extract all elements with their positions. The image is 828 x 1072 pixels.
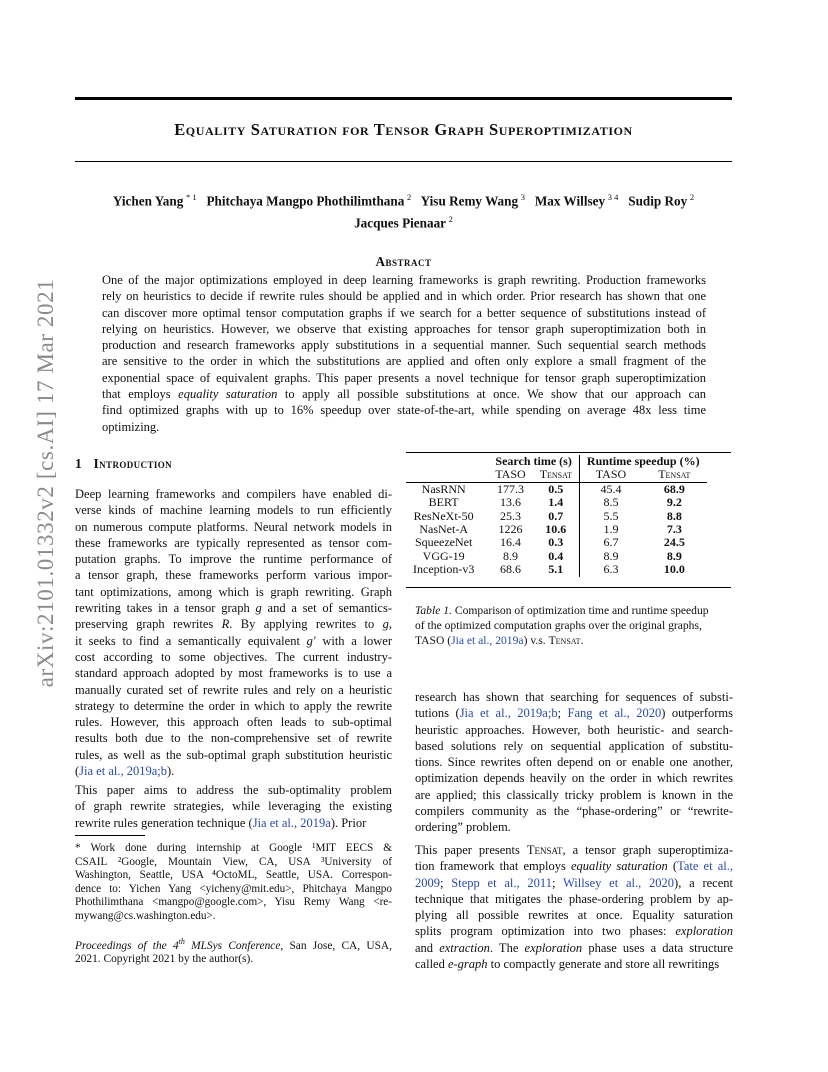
cell-search-time-taso: 13.6 [500, 495, 521, 510]
text-line: Proceedings of the 4th MLSys Conference, San Jose, CA, USA, [75, 937, 392, 952]
cell-model: NasNet-A [419, 522, 468, 537]
cell-runtime-speedup-tensat: 10.0 [663, 562, 685, 577]
table-row [406, 563, 707, 576]
cell-runtime-speedup-taso: 1.9 [579, 523, 642, 536]
abstract-heading: Abstract [375, 254, 432, 269]
author-name: Jacques Pienaar [354, 215, 447, 231]
author-name: Max Willsey [534, 193, 606, 209]
table-row [406, 523, 707, 536]
cell-model: Inception-v3 [413, 562, 475, 577]
text-line: production and research frameworks apply substitutions in a sequential manner. Such sequential search methods [102, 338, 706, 353]
arxiv-identifier: arXiv:2101.01332v2 [cs.AI] 17 Mar 2021 [33, 278, 58, 688]
cell-search-time-tensat: 1.4 [548, 495, 564, 510]
text-line: 2021. Copyright 2021 by the author(s). [75, 953, 254, 966]
cell-runtime-speedup-tensat: 8.8 [666, 508, 682, 523]
text-line: Deep learning frameworks and compilers have enabled di- [75, 487, 392, 501]
text-line: heuristic approaches. However, both heuristic- and search- [415, 722, 733, 737]
paper-title: Equality Saturation for Tensor Graph Superoptimization [174, 120, 633, 139]
text-line: of graph rewrite strategies, while leveraging the existing [75, 799, 392, 814]
cell-runtime-speedup-taso: 6.3 [579, 563, 642, 576]
text-line: CSAIL ²Google, Mountain View, CA, USA ³University of [75, 855, 392, 868]
caption-line: TASO (Jia et al., 2019a) v.s. Tensat. [415, 634, 584, 647]
caption-line: Table 1. Comparison of optimization time and runtime speedup [415, 604, 709, 617]
author-affiliation-mark: 2 [406, 192, 412, 202]
text-line: rewriting takes in a tensor graph g and a set of semantics- [75, 601, 392, 616]
text-line: a tensor graph, these frameworks perform various impor- [75, 568, 392, 583]
cell-runtime-speedup-taso: 8.9 [579, 550, 642, 563]
table-row [406, 496, 707, 509]
section-title: Introduction [93, 456, 173, 471]
text-line: preserving graph rewrites R. By applying rewrites to g, [75, 617, 392, 632]
text-line: optimization depends heavily on the order in which rewrites [415, 771, 733, 786]
author-affiliation-mark: 3 [520, 192, 525, 202]
abstract-body [102, 272, 706, 435]
cell-search-time-tensat: 0.4 [548, 548, 564, 563]
group-header-search-time: Search time (s) [495, 454, 572, 468]
author-name: Phitchaya Mangpo Phothilimthana [206, 193, 405, 209]
author-list [75, 188, 732, 233]
cell-search-time-taso: 68.6 [500, 562, 521, 577]
cell-model: VGG-19 [422, 548, 465, 563]
cell-search-time-taso: 1226 [498, 522, 523, 537]
text-line: plying all possible rewrites at once. Equality saturation [415, 908, 733, 923]
text-line: based solutions rely on sequential application of substitu- [415, 738, 733, 753]
footnote [75, 842, 392, 924]
text-line: rules, as well as the sub-optimal graph substitution heuristic [75, 747, 392, 762]
text-line: verse kinds of machine learning models to run efficiently [75, 503, 392, 518]
table-top-rule [406, 452, 731, 453]
table-row [406, 510, 707, 523]
author-affiliation-mark: 2 [689, 192, 695, 202]
author-name: Yisu Remy Wang [420, 193, 519, 209]
text-line: find optimized graphs with up to 16% speedup over state-of-the-art, while spending on average 48x less time [102, 403, 706, 418]
cell-search-time-taso: 16.4 [500, 535, 521, 550]
text-line: are sensitive to the order in which the substitutions are applied and often only explore a small fragment of the [102, 354, 706, 369]
text-line: tion framework that employs equality saturation (Tate et al., [415, 859, 733, 874]
text-line: * Work done during internship at Google ¹MIT EECS & [75, 842, 392, 854]
proceedings-note [75, 935, 392, 967]
intro-paragraph-1 [75, 486, 392, 779]
table-bottom-rule [406, 587, 731, 588]
text-line: manually curated set of rewrite rules and rely on a heuristic [75, 682, 392, 697]
cell-runtime-speedup-taso: 8.5 [579, 496, 642, 509]
footnote-rule [75, 835, 145, 836]
table-caption [415, 603, 733, 648]
title-top-rule [75, 97, 732, 100]
cell-search-time-tensat: 0.7 [548, 508, 564, 523]
text-line: splits program optimization into two phases: exploration [415, 924, 733, 939]
cell-search-time-tensat: 0.5 [548, 481, 564, 496]
text-line: This paper aims to address the sub-optimality problem [75, 783, 392, 797]
cell-runtime-speedup-tensat: 68.9 [663, 481, 685, 496]
text-line: are applied; this classically tricky problem is known in the [415, 787, 733, 802]
text-line: tutions (Jia et al., 2019a;b; Fang et al., 2020) outperforms [415, 706, 734, 721]
text-line: optimizing. [102, 419, 160, 434]
intro-paragraph-4 [415, 842, 733, 972]
author-line-2 [75, 210, 732, 232]
cell-model: SqueezeNet [415, 535, 473, 550]
cell-runtime-speedup-tensat: 9.2 [666, 495, 682, 510]
text-line: these frameworks are typically represented as tensor com- [75, 535, 392, 550]
text-line: 2009; Stepp et al., 2011; Willsey et al., 2020), a recent [415, 875, 733, 890]
section-heading [75, 456, 172, 472]
text-line: can discover more optimal tensor computation graphs if we search for a better sequence of substitutions instead of [102, 305, 706, 320]
cell-runtime-speedup-taso: 5.5 [579, 510, 642, 523]
cell-search-time-tensat: 5.1 [548, 562, 564, 577]
text-line: Phothilimthana <mangpo@google.com>, Yisu Remy Wang <re- [75, 896, 392, 909]
text-line: One of the major optimizations employed in deep learning frameworks is graph rewriting. Production frameworks [102, 273, 706, 287]
text-line: ordering” problem. [415, 820, 511, 835]
cell-search-time-taso: 25.3 [500, 508, 521, 523]
text-line: research has shown that searching for sequences of substi- [415, 690, 733, 704]
text-line: on numerous compute platforms. Neural network models in [75, 519, 392, 534]
table-group-header-row [406, 455, 707, 468]
cell-runtime-speedup-tensat: 8.9 [666, 548, 682, 563]
cell-search-time-taso: 177.3 [497, 481, 524, 496]
table-row [406, 536, 707, 549]
cell-model: BERT [428, 495, 459, 510]
intro-paragraph-3 [415, 689, 733, 836]
title-bottom-rule [75, 161, 732, 162]
text-line: strategy to determine the order in which to apply the rewrite [75, 698, 392, 713]
text-line: mywang@cs.washington.edu>. [75, 909, 216, 922]
table-row [406, 482, 707, 496]
cell-search-time-tensat: 0.3 [548, 535, 564, 550]
text-line: technique that mitigates the phase-ordering problem by ap- [415, 891, 733, 906]
cell-model: NasRNN [421, 481, 466, 496]
intro-paragraph-2 [75, 782, 392, 831]
text-line: rely on heuristics to decide if rewrite rules should be applied and in which order. Prior research has shown that one [102, 289, 706, 304]
author-affiliation-mark: 3 4 [607, 192, 619, 202]
sub-header-tensat: Tensat [539, 467, 572, 482]
text-line: tions. Since rewrites often depend on or enable one another, [415, 755, 733, 770]
author-name: Yichen Yang [112, 193, 184, 209]
results-table [406, 455, 707, 577]
cell-model: ResNeXt-50 [413, 508, 474, 523]
text-line: putation graphs. To improve the runtime performance of [75, 552, 392, 567]
text-line: standard approach adopted by most frameworks is to use a [75, 666, 392, 681]
text-line: results both due to the non-comprehensive set of rewrite [75, 731, 392, 746]
sub-header-taso: TASO [495, 467, 526, 482]
text-line: rules. However, this approach often leads to sub-optimal [75, 715, 392, 730]
text-line: dence to: Yichen Yang <yicheny@mit.edu>, Phitchaya Mangpo [75, 882, 392, 895]
table-row [406, 550, 707, 563]
cell-runtime-speedup-taso: 6.7 [579, 536, 642, 549]
cell-runtime-speedup-tensat: 24.5 [663, 535, 685, 550]
text-line: (Jia et al., 2019a;b). [75, 764, 175, 779]
section-number: 1 [75, 456, 83, 471]
author-line-1 [75, 188, 732, 210]
sub-header-taso: TASO [579, 468, 642, 482]
author-affiliation-mark: * 1 [185, 192, 197, 202]
text-line: exponential space of equivalent graphs. This paper presents a novel technique for tensor graph superoptimization [102, 370, 706, 385]
cell-runtime-speedup-tensat: 7.3 [666, 522, 682, 537]
text-line: relying on heuristics. However, we observe that existing approaches for tensor graph superoptimization both in [102, 321, 706, 336]
text-line: tant optimizations, among which is graph rewriting. Graph [75, 584, 392, 599]
cell-runtime-speedup-taso: 45.4 [579, 482, 642, 496]
text-line: Washington, Seattle, USA ⁴OctoML, Seattle, USA. Correspon- [75, 869, 392, 882]
author-name: Sudip Roy [628, 193, 688, 209]
text-line: compilers community as the “phase-ordering” or “rewrite- [415, 804, 733, 819]
cell-search-time-taso: 8.9 [503, 548, 518, 563]
text-line: This paper presents Tensat, a tensor graph superoptimiza- [415, 843, 733, 857]
table-sub-header-row [406, 468, 707, 482]
text-line: that employs equality saturation to apply all possible substitutions at once. We show that our approach can [102, 387, 706, 402]
cell-search-time-tensat: 10.6 [545, 522, 567, 537]
group-header-runtime-speedup: Runtime speedup (%) [579, 455, 706, 468]
caption-line: of the optimized computation graphs over the original graphs, [415, 619, 702, 632]
sub-header-tensat: Tensat [658, 467, 691, 482]
text-line: cost according to some objectives. The current industry- [75, 649, 392, 664]
author-affiliation-mark: 2 [448, 214, 453, 225]
text-line: it seeks to find a semantically equivalent g′ with a lower [75, 633, 392, 648]
text-line: rewrite rules generation technique (Jia et al., 2019a). Prior [75, 815, 367, 830]
text-line: called e-graph to compactly generate and store all rewritings [415, 957, 720, 972]
text-line: and extraction. The exploration phase uses a data structure [415, 940, 733, 955]
